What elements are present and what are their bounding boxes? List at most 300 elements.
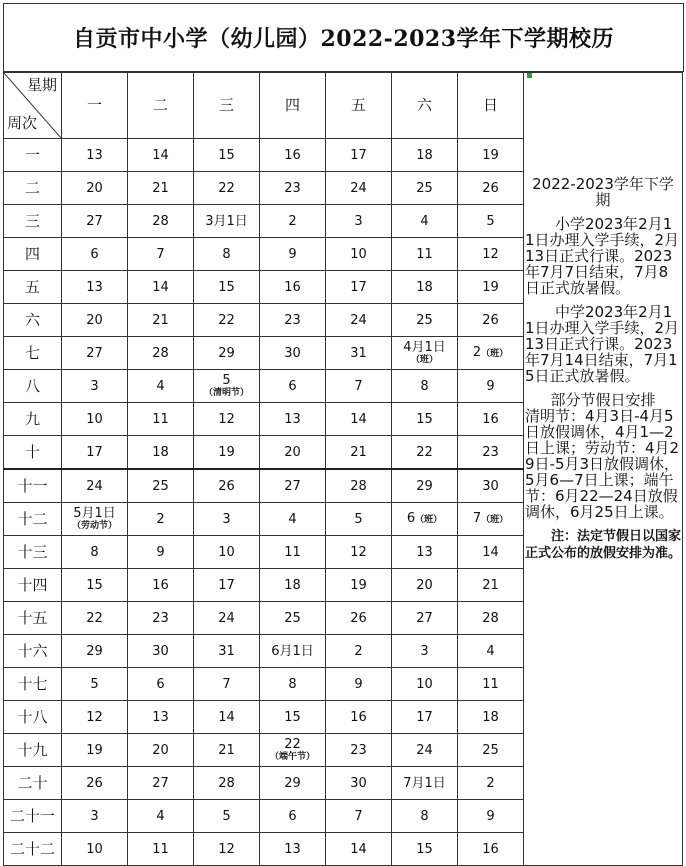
day-cell (128, 602, 194, 635)
day-date: 25 (482, 742, 499, 758)
day-cell (392, 602, 458, 635)
day-cell (62, 569, 128, 602)
day-cell (392, 800, 458, 833)
day-date: 31 (218, 643, 235, 659)
day-cell (392, 734, 458, 767)
day-cell (326, 205, 392, 238)
day-date: 4 (156, 378, 165, 394)
day-cell (326, 304, 392, 337)
day-date: 29 (86, 643, 103, 659)
notes-heading: 2022-2023学年下学期 (532, 175, 674, 209)
day-cell (326, 800, 392, 833)
day-cell (62, 238, 128, 271)
day-cell (194, 238, 260, 271)
day-cell (392, 403, 458, 436)
makeup-day-tag: （班） (415, 514, 443, 525)
day-cell (326, 238, 392, 271)
day-cell (458, 304, 524, 337)
day-cell (260, 668, 326, 701)
day-date: 12 (218, 841, 235, 857)
day-date: 8 (222, 246, 231, 262)
day-date: 21 (152, 312, 169, 328)
day-date: 5 (90, 676, 99, 692)
day-cell (194, 337, 260, 370)
day-date: 10 (218, 544, 235, 560)
day-date: 24 (416, 742, 433, 758)
day-cell (194, 304, 260, 337)
day-date: 29 (416, 478, 433, 494)
weekday-header: 六 (392, 73, 458, 139)
day-cell (392, 304, 458, 337)
day-cell (392, 172, 458, 205)
day-date: 23 (350, 742, 367, 758)
day-cell (326, 668, 392, 701)
day-date: 10 (350, 246, 367, 262)
primary-school-note: 小学2023年2月11日办理入学手续，2月13日正式行课。2023年7月7日结束，7月8日正式放暑假。 (525, 215, 680, 297)
day-date: 23 (152, 610, 169, 626)
day-date: 19 (482, 147, 499, 163)
day-cell (392, 436, 458, 470)
day-date: 13 (416, 544, 433, 560)
day-cell (458, 503, 524, 536)
day-cell (260, 436, 326, 470)
day-cell (62, 833, 128, 866)
week-number: 十九 (4, 734, 62, 767)
day-cell (326, 602, 392, 635)
makeup-day-tag: （班） (481, 514, 509, 525)
week-number: 十三 (4, 536, 62, 569)
day-cell (260, 205, 326, 238)
day-cell (62, 205, 128, 238)
day-cell (326, 734, 392, 767)
day-cell (392, 370, 458, 403)
day-date: 18 (416, 279, 433, 295)
day-date: 8 (420, 378, 429, 394)
day-date: 7 (354, 808, 363, 824)
day-cell (458, 370, 524, 403)
day-cell (62, 701, 128, 734)
day-cell (194, 503, 260, 536)
day-date: 12 (350, 544, 367, 560)
day-date: 14 (152, 279, 169, 295)
day-cell (326, 403, 392, 436)
day-date: 3月1日 (205, 213, 248, 229)
day-date: 2 (486, 775, 495, 791)
day-cell (326, 569, 392, 602)
week-number: 二十一 (4, 800, 62, 833)
day-date: 20 (86, 312, 103, 328)
day-date: 4 (486, 643, 495, 659)
holiday-heading: 部分节假日安排 (550, 391, 656, 409)
day-cell (194, 436, 260, 470)
week-number: 十八 (4, 701, 62, 734)
day-cell (194, 833, 260, 866)
day-date: 30 (482, 478, 499, 494)
day-date: 18 (416, 147, 433, 163)
notes-panel (525, 73, 681, 562)
day-date: 28 (218, 775, 235, 791)
day-cell (128, 701, 194, 734)
day-cell (392, 503, 458, 536)
day-date: 14 (350, 411, 367, 427)
day-date: 15 (416, 841, 433, 857)
day-date: 6 (288, 378, 297, 394)
day-cell (326, 337, 392, 370)
page-title: 自贡市中小学（幼儿园）2022-2023学年下学期校历 (72, 26, 615, 52)
day-cell (194, 734, 260, 767)
day-cell (194, 602, 260, 635)
day-cell (458, 536, 524, 569)
day-cell (260, 833, 326, 866)
day-date: 16 (284, 147, 301, 163)
day-date: 30 (350, 775, 367, 791)
day-date: 28 (350, 478, 367, 494)
day-cell (128, 767, 194, 800)
day-cell (392, 569, 458, 602)
day-date: 23 (284, 312, 301, 328)
week-number: 十 (4, 436, 62, 470)
day-date: 4 (156, 808, 165, 824)
day-cell (260, 602, 326, 635)
day-date: 14 (482, 544, 499, 560)
week-axis-label: 周次 (7, 114, 38, 132)
day-date: 12 (218, 411, 235, 427)
week-number: 三 (4, 205, 62, 238)
day-cell (458, 701, 524, 734)
day-cell (260, 569, 326, 602)
day-date: 2 (354, 643, 363, 659)
day-cell (392, 701, 458, 734)
legal-holiday-note: 注：法定节假日以国家正式公布的放假安排为准。 (525, 529, 682, 561)
day-date: 27 (152, 775, 169, 791)
day-cell (458, 734, 524, 767)
day-cell (128, 172, 194, 205)
day-date: 22 (218, 180, 235, 196)
day-cell (392, 205, 458, 238)
day-date: 20 (416, 577, 433, 593)
middle-school-note: 中学2023年2月11日办理入学手续，2月13日正式行课。2023年7月14日结束，7月15日正式放暑假。 (525, 303, 680, 385)
week-number: 十六 (4, 635, 62, 668)
day-date: 9 (486, 808, 495, 824)
day-cell (62, 172, 128, 205)
day-cell (260, 635, 326, 668)
day-cell (194, 701, 260, 734)
day-cell (458, 635, 524, 668)
day-cell (392, 271, 458, 304)
day-cell (458, 271, 524, 304)
day-date: 9 (486, 378, 495, 394)
day-date: 18 (482, 709, 499, 725)
day-cell (326, 436, 392, 470)
day-date: 5 (222, 808, 231, 824)
day-date: 3 (90, 378, 99, 394)
day-date: 5 (222, 373, 231, 388)
day-cell (392, 469, 458, 503)
day-cell (260, 337, 326, 370)
day-date: 29 (284, 775, 301, 791)
day-cell (392, 337, 458, 370)
day-date: 16 (152, 577, 169, 593)
day-cell (326, 503, 392, 536)
day-date: 9 (156, 544, 165, 560)
makeup-day-tag: （班） (481, 348, 509, 359)
corner-cell (4, 73, 62, 139)
day-date: 22 (416, 444, 433, 460)
day-cell (458, 139, 524, 172)
day-date: 26 (218, 478, 235, 494)
day-cell (458, 833, 524, 866)
day-date: 12 (86, 709, 103, 725)
day-date: 5月1日 (73, 506, 116, 521)
day-date: 18 (152, 444, 169, 460)
header-row (4, 73, 683, 139)
day-date: 4 (420, 213, 429, 229)
week-number: 十五 (4, 602, 62, 635)
day-cell (326, 635, 392, 668)
day-date: 25 (416, 312, 433, 328)
day-cell (458, 205, 524, 238)
weekday-header: 日 (458, 73, 524, 139)
day-date: 20 (86, 180, 103, 196)
day-cell (128, 337, 194, 370)
day-date: 9 (354, 676, 363, 692)
day-date: 6月1日 (271, 643, 314, 659)
day-date: 10 (86, 411, 103, 427)
day-date: 17 (218, 577, 235, 593)
day-cell (128, 403, 194, 436)
day-cell (194, 767, 260, 800)
weekday-header: 二 (128, 73, 194, 139)
week-number: 九 (4, 403, 62, 436)
day-date: 16 (482, 841, 499, 857)
week-number: 十二 (4, 503, 62, 536)
calendar-sheet (3, 3, 684, 860)
day-date: 5 (354, 511, 363, 527)
day-cell (62, 139, 128, 172)
day-cell (62, 271, 128, 304)
day-date: 28 (152, 345, 169, 361)
day-cell (392, 139, 458, 172)
holiday-schedule: 清明节：4月3日-4月5日放假调休，4月1—2日上课；劳动节：4月29日-5月3日放假调休，5月6—7日上课；端午节：6月22—24日放假调休，6月25日上课。 (525, 407, 680, 521)
day-cell (194, 469, 260, 503)
week-number: 八 (4, 370, 62, 403)
day-cell (62, 536, 128, 569)
day-date: 19 (482, 279, 499, 295)
day-cell (458, 238, 524, 271)
day-date: 10 (416, 676, 433, 692)
day-date: 21 (482, 577, 499, 593)
day-cell (128, 370, 194, 403)
day-cell (128, 833, 194, 866)
day-cell (260, 403, 326, 436)
day-date: 11 (284, 544, 301, 560)
day-date: 13 (152, 709, 169, 725)
day-cell (194, 370, 260, 403)
day-cell (260, 139, 326, 172)
day-cell (128, 238, 194, 271)
day-date: 8 (90, 544, 99, 560)
day-cell (260, 370, 326, 403)
day-cell (260, 800, 326, 833)
day-date: 17 (86, 444, 103, 460)
day-date: 9 (288, 246, 297, 262)
day-date: 13 (284, 841, 301, 857)
day-cell (260, 469, 326, 503)
title-cell (3, 3, 684, 72)
day-cell (128, 569, 194, 602)
day-cell (458, 602, 524, 635)
day-date: 7 (222, 676, 231, 692)
day-date: 8 (420, 808, 429, 824)
day-cell (326, 536, 392, 569)
day-date: 5 (486, 213, 495, 229)
day-cell (62, 602, 128, 635)
day-cell (326, 370, 392, 403)
day-date: 11 (482, 676, 499, 692)
day-cell (260, 271, 326, 304)
week-number: 十四 (4, 569, 62, 602)
cell-corner-mark (527, 73, 532, 78)
day-cell (194, 403, 260, 436)
day-date: 2 (156, 511, 165, 527)
day-date: 30 (152, 643, 169, 659)
day-cell (128, 271, 194, 304)
day-cell (326, 701, 392, 734)
day-date: 22 (218, 312, 235, 328)
day-cell (62, 469, 128, 503)
day-date: 19 (86, 742, 103, 758)
day-annotation: （班） (410, 355, 438, 365)
day-cell (458, 469, 524, 503)
day-date: 3 (222, 511, 231, 527)
week-number: 六 (4, 304, 62, 337)
day-cell (260, 238, 326, 271)
day-date: 26 (482, 180, 499, 196)
day-date: 25 (284, 610, 301, 626)
day-cell (128, 205, 194, 238)
day-cell (62, 370, 128, 403)
day-cell (392, 668, 458, 701)
day-cell (392, 238, 458, 271)
day-date: 6 (90, 246, 99, 262)
day-date: 4 (288, 511, 297, 527)
day-cell (128, 304, 194, 337)
day-cell (260, 503, 326, 536)
day-date: 23 (482, 444, 499, 460)
day-cell (194, 668, 260, 701)
week-number: 二十二 (4, 833, 62, 866)
day-cell (194, 635, 260, 668)
day-cell (326, 139, 392, 172)
day-date: 16 (482, 411, 499, 427)
notes-column (524, 73, 683, 866)
day-date: 8 (288, 676, 297, 692)
day-date: 27 (284, 478, 301, 494)
day-date: 15 (284, 709, 301, 725)
day-date: 26 (86, 775, 103, 791)
day-cell (128, 536, 194, 569)
day-cell (62, 734, 128, 767)
day-date: 21 (218, 742, 235, 758)
day-cell (458, 436, 524, 470)
weekday-header: 三 (194, 73, 260, 139)
day-date: 24 (86, 478, 103, 494)
day-date: 27 (416, 610, 433, 626)
day-cell (62, 503, 128, 536)
day-date: 24 (350, 312, 367, 328)
day-cell (128, 436, 194, 470)
day-date: 26 (482, 312, 499, 328)
day-cell (194, 205, 260, 238)
week-number: 二十 (4, 767, 62, 800)
day-date: 14 (152, 147, 169, 163)
day-cell (128, 503, 194, 536)
day-cell (62, 436, 128, 470)
day-annotation: （劳动节） (71, 521, 117, 531)
day-cell (392, 635, 458, 668)
day-date: 2 (472, 344, 482, 360)
day-cell (128, 469, 194, 503)
day-date: 28 (152, 213, 169, 229)
day-date: 29 (218, 345, 235, 361)
day-date: 21 (350, 444, 367, 460)
day-cell (62, 337, 128, 370)
day-date: 13 (284, 411, 301, 427)
day-cell (458, 403, 524, 436)
day-date: 27 (86, 345, 103, 361)
day-date: 19 (350, 577, 367, 593)
day-date: 6 (156, 676, 165, 692)
day-cell (458, 767, 524, 800)
day-date: 6 (288, 808, 297, 824)
day-date: 31 (350, 345, 367, 361)
day-annotation: （端午节） (269, 752, 315, 762)
day-date: 7 (472, 510, 482, 526)
day-date: 16 (350, 709, 367, 725)
day-date: 20 (284, 444, 301, 460)
day-cell (128, 635, 194, 668)
day-date: 17 (416, 709, 433, 725)
day-date: 24 (218, 610, 235, 626)
day-cell (194, 271, 260, 304)
day-cell (326, 271, 392, 304)
weekday-header: 一 (62, 73, 128, 139)
week-number: 七 (4, 337, 62, 370)
day-cell (128, 668, 194, 701)
day-date: 7月1日 (403, 775, 446, 791)
day-date: 24 (350, 180, 367, 196)
day-cell (392, 536, 458, 569)
day-cell (128, 734, 194, 767)
day-date: 20 (152, 742, 169, 758)
week-number: 十七 (4, 668, 62, 701)
day-cell (392, 767, 458, 800)
day-date: 15 (86, 577, 103, 593)
day-cell (260, 172, 326, 205)
day-date: 26 (350, 610, 367, 626)
day-cell (458, 337, 524, 370)
day-date: 16 (284, 279, 301, 295)
day-date: 12 (482, 246, 499, 262)
day-cell (458, 172, 524, 205)
week-number: 五 (4, 271, 62, 304)
day-cell (62, 304, 128, 337)
day-cell (458, 800, 524, 833)
day-date: 18 (284, 577, 301, 593)
weekday-header: 五 (326, 73, 392, 139)
week-number: 十一 (4, 469, 62, 503)
day-cell (128, 800, 194, 833)
